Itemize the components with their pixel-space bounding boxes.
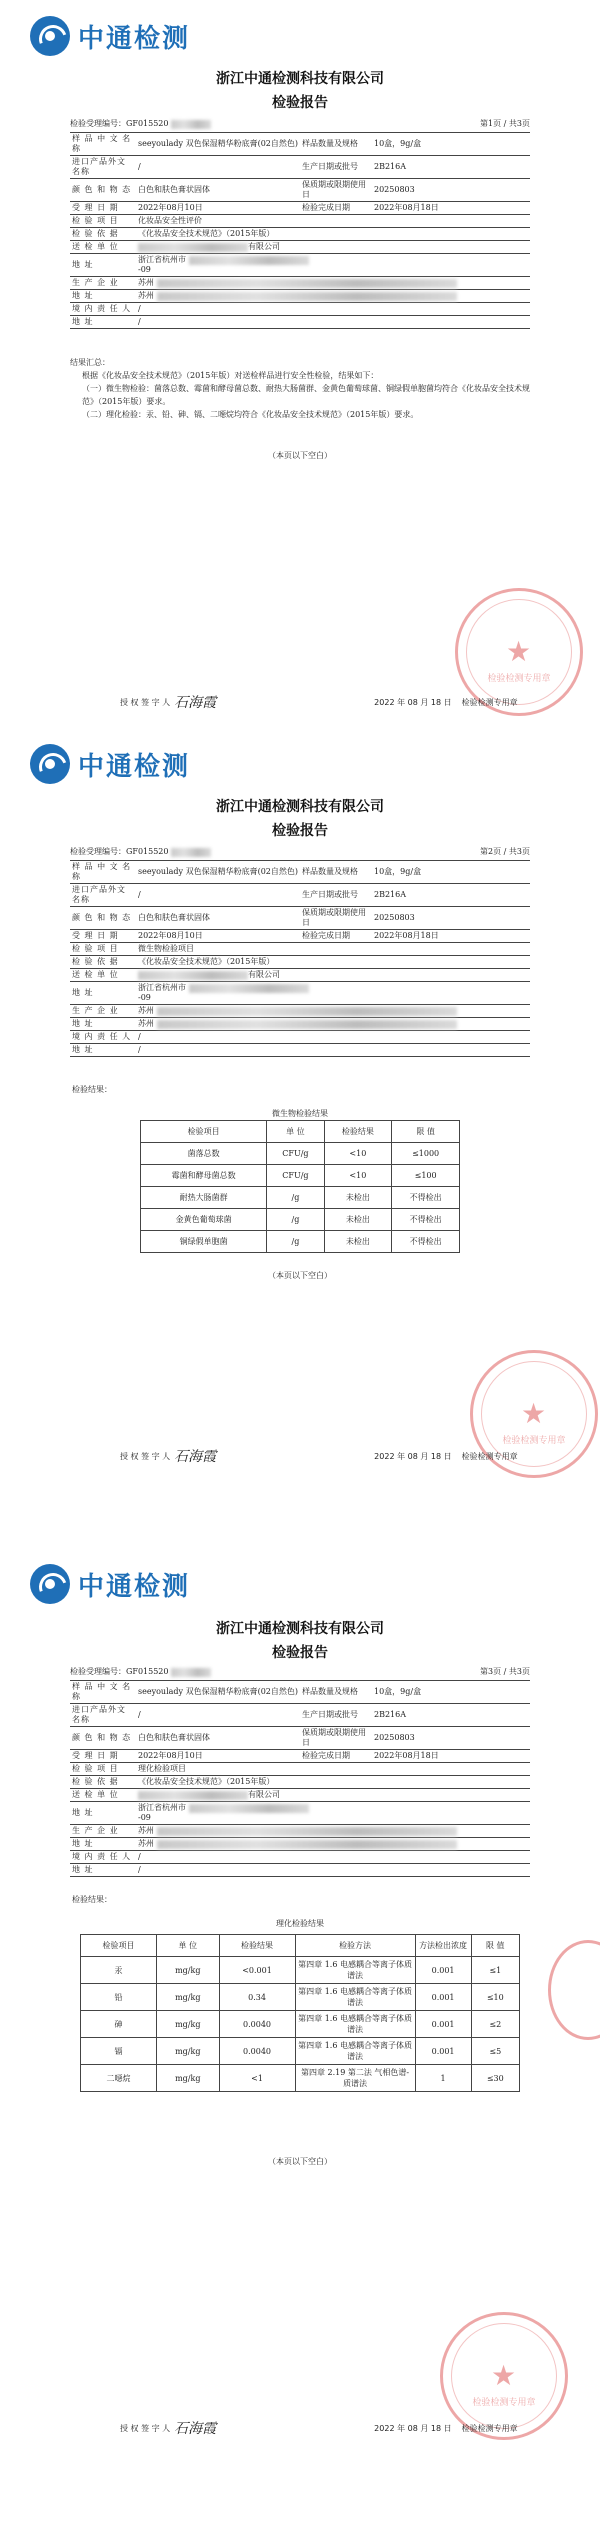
info-value: 2B216A <box>372 156 530 179</box>
info-label: 受 理 日 期 <box>70 1750 136 1763</box>
seal-label: 检验检测专用章 <box>461 1451 518 1461</box>
redacted-block <box>171 848 211 857</box>
handwritten-signature: 石海霞 <box>174 2421 217 2437</box>
info-label: 地 址 <box>70 290 136 303</box>
report-meta <box>70 1666 530 1677</box>
signer-label: 授 权 签 字 人 <box>120 697 171 707</box>
company-name: 浙江中通检测科技有限公司 <box>216 1621 384 1637</box>
star-icon: ★ <box>521 1397 547 1430</box>
cell: 砷 <box>81 2011 157 2038</box>
info-label: 受 理 日 期 <box>70 202 136 215</box>
col-header: 检验项目 <box>81 1935 157 1957</box>
info-value: 2022年08月10日 <box>136 1750 300 1763</box>
info-value: seeyoulady 双色保湿精华粉底膏(02自然色) <box>136 1681 300 1704</box>
info-label: 检 验 项 目 <box>70 943 136 956</box>
redacted-block <box>157 1007 457 1016</box>
handwritten-signature: 石海霞 <box>174 1449 217 1465</box>
info-value: 10盒，9g/盒 <box>372 861 530 884</box>
cell: 未检出 <box>324 1209 392 1231</box>
redacted-block <box>157 292 457 301</box>
cell: 不得检出 <box>392 1187 460 1209</box>
seal-label: 检验检测专用章 <box>461 2423 518 2433</box>
report-meta <box>70 118 530 129</box>
info-value: / <box>136 884 300 907</box>
redacted-block <box>189 984 309 993</box>
report-no: 检验受理编号：GF015520 <box>70 847 169 856</box>
info-label: 境 内 责 任 人 <box>70 1851 136 1864</box>
info-label: 地 址 <box>70 1018 136 1031</box>
cell: 二噁烷 <box>81 2065 157 2092</box>
info-value <box>136 277 530 290</box>
report-no: 检验受理编号：GF015520 <box>70 1667 169 1676</box>
cell: 未检出 <box>324 1231 392 1253</box>
seal-text: 检验检测专用章 <box>502 1436 566 1446</box>
cell: 第四章 1.6 电感耦合等离子体质谱法 <box>295 1957 415 1984</box>
sign-date: 2022 年 08 月 18 日 <box>374 1451 452 1461</box>
redacted-block <box>138 243 248 252</box>
info-value: / <box>136 303 530 316</box>
logo-text: 中通检测 <box>78 751 191 782</box>
info-value: / <box>136 1864 530 1877</box>
info-label: 样品数量及规格 <box>300 1681 372 1704</box>
info-label: 地 址 <box>70 982 136 1005</box>
signature-row <box>120 1446 540 1466</box>
redacted-block <box>189 1804 309 1813</box>
info-value: 10盒，9g/盒 <box>372 1681 530 1704</box>
cell: ≤10 <box>471 1984 519 2011</box>
info-value: / <box>136 156 300 179</box>
signature-row <box>120 2418 540 2438</box>
sign-date: 2022 年 08 月 18 日 <box>374 2423 452 2433</box>
cell: <10 <box>324 1143 392 1165</box>
table-row <box>81 2011 520 2038</box>
micro-results-title: 微生物检验结果 <box>272 1109 328 1118</box>
conclusion-text: （二）理化检验：汞、铅、砷、镉、二噁烷均符合《化妆品安全技术规范》（2015年版）要求。 <box>82 410 419 419</box>
logo-mark-icon <box>30 16 70 56</box>
address-prefix: 苏州 <box>138 291 154 300</box>
redacted-block <box>138 971 248 980</box>
redacted-block <box>138 1791 248 1800</box>
info-label: 生产日期或批号 <box>300 156 372 179</box>
cell: /g <box>267 1209 324 1231</box>
info-value <box>136 1789 530 1802</box>
col-header: 检验方法 <box>295 1935 415 1957</box>
cell: <10 <box>324 1165 392 1187</box>
info-value: 理化检验项目 <box>136 1763 530 1776</box>
client-suffix: 有限公司 <box>248 1790 280 1799</box>
col-header: 限 值 <box>392 1121 460 1143</box>
info-label: 检 验 项 目 <box>70 215 136 228</box>
info-label: 送 检 单 位 <box>70 241 136 254</box>
redacted-block <box>171 120 211 129</box>
cell: <0.001 <box>219 1957 295 1984</box>
address-prefix: 浙江省杭州市 <box>138 983 186 992</box>
info-label: 保质期或限期使用日 <box>300 907 372 930</box>
report-title: 检验报告 <box>272 95 328 111</box>
info-label: 地 址 <box>70 1802 136 1825</box>
conclusion-text: （一）微生物检验：菌落总数、霉菌和酵母菌总数、耐热大肠菌群、金黄色葡萄球菌、铜绿假单胞菌均符合《化妆品安全技术规范》（2015年版）要求。 <box>82 384 530 406</box>
info-value <box>136 1005 530 1018</box>
cell: 1 <box>415 2065 471 2092</box>
info-label: 颜 色 和 物 态 <box>70 1727 136 1750</box>
cell: mg/kg <box>157 2065 219 2092</box>
info-value: seeyoulady 双色保湿精华粉底膏(02自然色) <box>136 861 300 884</box>
info-label: 生 产 企 业 <box>70 1005 136 1018</box>
results-heading: 检验结果： <box>72 1085 112 1094</box>
cell: 不得检出 <box>392 1231 460 1253</box>
cell: 汞 <box>81 1957 157 1984</box>
info-label: 送 检 单 位 <box>70 969 136 982</box>
info-value: 2B216A <box>372 1704 530 1727</box>
info-value: 2022年08月18日 <box>372 202 530 215</box>
cell: 菌落总数 <box>141 1143 267 1165</box>
info-label: 检 验 依 据 <box>70 956 136 969</box>
info-label: 生 产 企 业 <box>70 277 136 290</box>
cell: 铜绿假单胞菌 <box>141 1231 267 1253</box>
info-value: 2022年08月10日 <box>136 202 300 215</box>
manufacturer-prefix: 苏州 <box>138 1006 154 1015</box>
company-name: 浙江中通检测科技有限公司 <box>216 799 384 815</box>
address-suffix: -09 <box>138 265 151 274</box>
seal-text: 检验检测专用章 <box>487 674 551 684</box>
conclusion-heading: 结果汇总： <box>70 358 110 367</box>
report-page-3 <box>0 1520 600 2544</box>
info-value <box>136 1838 530 1851</box>
blank-note: （本页以下空白） <box>268 451 332 460</box>
cell: 0.001 <box>415 1957 471 1984</box>
redacted-block <box>157 1840 457 1849</box>
info-value <box>136 290 530 303</box>
info-label: 颜 色 和 物 态 <box>70 179 136 202</box>
cell: /g <box>267 1187 324 1209</box>
report-title: 检验报告 <box>272 1645 328 1661</box>
info-label: 地 址 <box>70 1838 136 1851</box>
cell: 0.001 <box>415 2038 471 2065</box>
company-logo <box>30 1564 190 1604</box>
cell: /g <box>267 1231 324 1253</box>
info-value: / <box>136 316 530 329</box>
redacted-block <box>157 1020 457 1029</box>
address-prefix: 浙江省杭州市 <box>138 255 186 264</box>
info-value <box>136 969 530 982</box>
info-value: 2022年08月18日 <box>372 930 530 943</box>
info-label: 检验完成日期 <box>300 1750 372 1763</box>
info-value: 白色和肤色膏状固体 <box>136 179 300 202</box>
info-label: 检验完成日期 <box>300 202 372 215</box>
info-value: / <box>136 1031 530 1044</box>
info-value: 白色和肤色膏状固体 <box>136 907 300 930</box>
company-logo <box>30 16 190 56</box>
cell: 金黄色葡萄球菌 <box>141 1209 267 1231</box>
cell: 0.0040 <box>219 2038 295 2065</box>
cell: mg/kg <box>157 1984 219 2011</box>
info-value: / <box>136 1044 530 1057</box>
handwritten-signature: 石海霞 <box>174 695 217 711</box>
logo-text: 中通检测 <box>78 23 191 54</box>
col-header: 单 位 <box>267 1121 324 1143</box>
cell: 0.0040 <box>219 2011 295 2038</box>
address-suffix: -09 <box>138 993 151 1002</box>
cell: 第四章 1.6 电感耦合等离子体质谱法 <box>295 2038 415 2065</box>
info-value: 《化妆品安全技术规范》（2015年版） <box>136 228 530 241</box>
cell: CFU/g <box>267 1165 324 1187</box>
address-prefix: 苏州 <box>138 1839 154 1848</box>
chem-results-title: 理化检验结果 <box>276 1919 324 1928</box>
col-header: 限 值 <box>471 1935 519 1957</box>
sample-info-table <box>70 860 530 1057</box>
info-value: 《化妆品安全技术规范》（2015年版） <box>136 956 530 969</box>
info-label: 境 内 责 任 人 <box>70 1031 136 1044</box>
info-label: 受 理 日 期 <box>70 930 136 943</box>
info-label: 地 址 <box>70 254 136 277</box>
cell: 0.001 <box>415 1984 471 2011</box>
info-label: 境 内 责 任 人 <box>70 303 136 316</box>
info-value: 2022年08月18日 <box>372 1750 530 1763</box>
address-prefix: 苏州 <box>138 1019 154 1028</box>
table-row <box>141 1209 460 1231</box>
cell: mg/kg <box>157 1957 219 1984</box>
info-value <box>136 1825 530 1838</box>
info-label: 保质期或限期使用日 <box>300 179 372 202</box>
info-value: 10盒，9g/盒 <box>372 133 530 156</box>
address-prefix: 浙江省杭州市 <box>138 1803 186 1812</box>
redacted-block <box>157 1827 457 1836</box>
conclusion-text: 根据《化妆品安全技术规范》（2015年版）对送检样品进行安全性检验，结果如下： <box>82 371 379 380</box>
cell: ≤1 <box>471 1957 519 1984</box>
report-no: 检验受理编号：GF015520 <box>70 119 169 128</box>
manufacturer-prefix: 苏州 <box>138 278 154 287</box>
seal-text: 检验检测专用章 <box>472 2398 536 2408</box>
info-value: 20250803 <box>372 907 530 930</box>
cell: 未检出 <box>324 1187 392 1209</box>
cell: ≤30 <box>471 2065 519 2092</box>
cell: 第四章 1.6 电感耦合等离子体质谱法 <box>295 1984 415 2011</box>
info-value: 20250803 <box>372 179 530 202</box>
info-value: seeyoulady 双色保湿精华粉底膏(02自然色) <box>136 133 300 156</box>
conclusion-block <box>70 356 530 421</box>
info-label: 样 品 中 文 名 称 <box>70 1681 136 1704</box>
client-suffix: 有限公司 <box>248 970 280 979</box>
sign-date: 2022 年 08 月 18 日 <box>374 697 452 707</box>
blank-note: （本页以下空白） <box>268 1271 332 1280</box>
info-value: 20250803 <box>372 1727 530 1750</box>
cell: 0.001 <box>415 2011 471 2038</box>
info-value: / <box>136 1851 530 1864</box>
cell: 第四章 2.19 第二法 气相色谱-质谱法 <box>295 2065 415 2092</box>
info-value: 微生物检验项目 <box>136 943 530 956</box>
info-label: 样品数量及规格 <box>300 133 372 156</box>
cell: ≤1000 <box>392 1143 460 1165</box>
info-label: 检 验 依 据 <box>70 228 136 241</box>
info-label: 样 品 中 文 名 称 <box>70 133 136 156</box>
col-header: 检验结果 <box>219 1935 295 1957</box>
table-row <box>81 2038 520 2065</box>
info-label: 检 验 项 目 <box>70 1763 136 1776</box>
info-value <box>136 982 530 1005</box>
address-suffix: -09 <box>138 1813 151 1822</box>
cell: 镉 <box>81 2038 157 2065</box>
info-label: 检验完成日期 <box>300 930 372 943</box>
col-header: 检验结果 <box>324 1121 392 1143</box>
client-suffix: 有限公司 <box>248 242 280 251</box>
cell: CFU/g <box>267 1143 324 1165</box>
info-label: 生 产 企 业 <box>70 1825 136 1838</box>
info-label: 地 址 <box>70 316 136 329</box>
micro-results-table <box>140 1120 460 1253</box>
company-logo <box>30 744 190 784</box>
info-label: 生产日期或批号 <box>300 884 372 907</box>
page-number: 第2页 / 共3页 <box>480 847 530 856</box>
logo-text: 中通检测 <box>78 1571 191 1602</box>
info-label: 颜 色 和 物 态 <box>70 907 136 930</box>
redacted-block <box>189 256 309 265</box>
info-label: 进口产品外文名称 <box>70 156 136 179</box>
info-label: 地 址 <box>70 1864 136 1877</box>
company-name: 浙江中通检测科技有限公司 <box>216 71 384 87</box>
cell: ≤100 <box>392 1165 460 1187</box>
signer-label: 授 权 签 字 人 <box>120 1451 171 1461</box>
col-header: 单 位 <box>157 1935 219 1957</box>
cell: <1 <box>219 2065 295 2092</box>
cell: ≤5 <box>471 2038 519 2065</box>
info-value: 2022年08月10日 <box>136 930 300 943</box>
redacted-block <box>171 1668 211 1677</box>
table-row <box>141 1165 460 1187</box>
star-icon: ★ <box>506 635 532 668</box>
signature-row <box>120 692 540 712</box>
manufacturer-prefix: 苏州 <box>138 1826 154 1835</box>
page-number: 第1页 / 共3页 <box>480 119 530 128</box>
logo-mark-icon <box>30 1564 70 1604</box>
info-value: 白色和肤色膏状固体 <box>136 1727 300 1750</box>
table-row <box>81 1984 520 2011</box>
results-heading: 检验结果： <box>72 1895 112 1904</box>
info-value <box>136 1018 530 1031</box>
cell: mg/kg <box>157 2038 219 2065</box>
table-row <box>81 1957 520 1984</box>
info-label: 进口产品外文名称 <box>70 1704 136 1727</box>
signer-label: 授 权 签 字 人 <box>120 2423 171 2433</box>
info-label: 进口产品外文名称 <box>70 884 136 907</box>
info-label: 样 品 中 文 名 称 <box>70 861 136 884</box>
cell: 不得检出 <box>392 1209 460 1231</box>
logo-mark-icon <box>30 744 70 784</box>
info-label: 送 检 单 位 <box>70 1789 136 1802</box>
info-value: / <box>136 1704 300 1727</box>
edge-seal <box>548 1940 600 2040</box>
table-row <box>141 1187 460 1209</box>
cell: 0.34 <box>219 1984 295 2011</box>
table-row <box>81 2065 520 2092</box>
blank-note: （本页以下空白） <box>268 2157 332 2166</box>
table-row <box>141 1143 460 1165</box>
page-number: 第3页 / 共3页 <box>480 1667 530 1676</box>
info-label: 检 验 依 据 <box>70 1776 136 1789</box>
cell: 铅 <box>81 1984 157 2011</box>
report-page-1 <box>0 0 600 848</box>
report-meta <box>70 846 530 857</box>
info-value: 《化妆品安全技术规范》（2015年版） <box>136 1776 530 1789</box>
col-header: 方法检出浓度 <box>415 1935 471 1957</box>
info-label: 样品数量及规格 <box>300 861 372 884</box>
report-title: 检验报告 <box>272 823 328 839</box>
table-row <box>141 1231 460 1253</box>
cell: 霉菌和酵母菌总数 <box>141 1165 267 1187</box>
info-label: 地 址 <box>70 1044 136 1057</box>
info-value <box>136 254 530 277</box>
info-value: 2B216A <box>372 884 530 907</box>
sample-info-table <box>70 132 530 329</box>
info-value: 化妆品安全性评价 <box>136 215 530 228</box>
col-header: 检验项目 <box>141 1121 267 1143</box>
cell: 耐热大肠菌群 <box>141 1187 267 1209</box>
cell: ≤2 <box>471 2011 519 2038</box>
redacted-block <box>157 279 457 288</box>
cell: mg/kg <box>157 2011 219 2038</box>
sample-info-table <box>70 1680 530 1877</box>
info-label: 生产日期或批号 <box>300 1704 372 1727</box>
cell: 第四章 1.6 电感耦合等离子体质谱法 <box>295 2011 415 2038</box>
info-value <box>136 241 530 254</box>
star-icon: ★ <box>491 2359 517 2392</box>
chem-results-table <box>80 1934 520 2092</box>
info-label: 保质期或限期使用日 <box>300 1727 372 1750</box>
seal-label: 检验检测专用章 <box>461 697 518 707</box>
info-value <box>136 1802 530 1825</box>
